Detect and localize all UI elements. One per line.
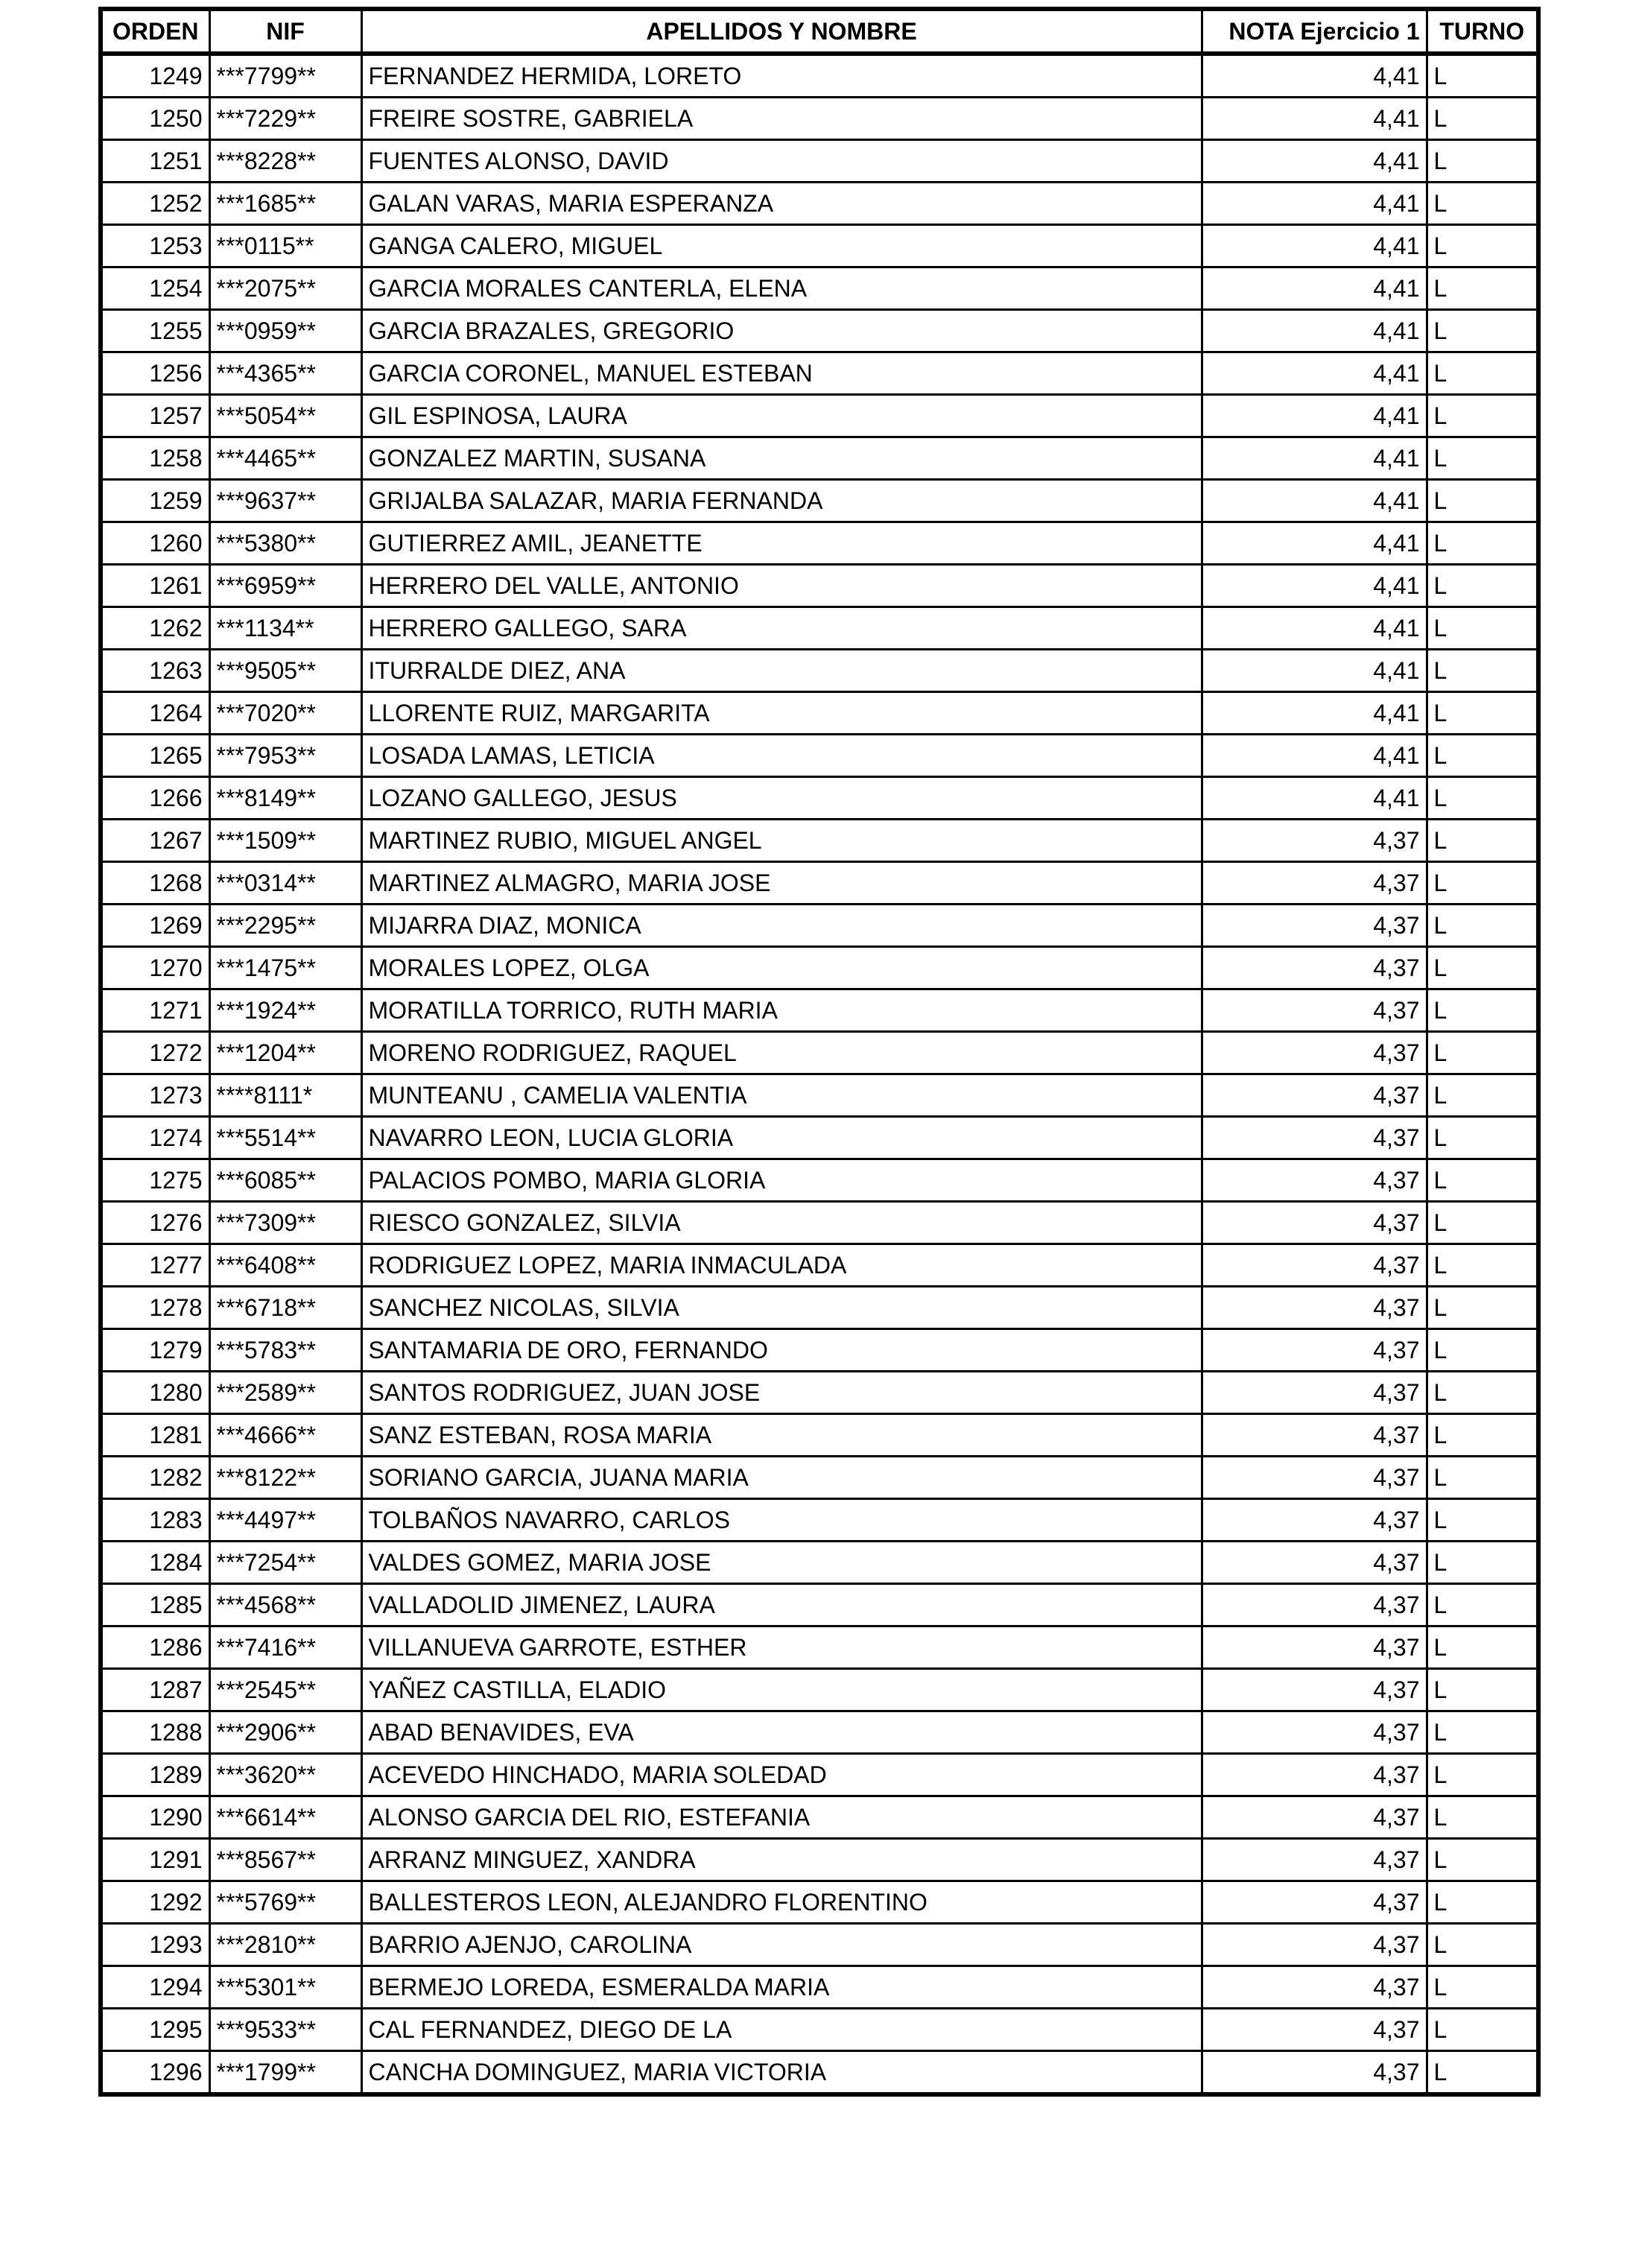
cell-orden: 1296 [101, 2051, 209, 2095]
cell-orden: 1264 [101, 692, 209, 735]
cell-turno: L [1427, 1202, 1538, 1244]
cell-nota: 4,41 [1202, 565, 1427, 607]
cell-turno: L [1427, 1244, 1538, 1287]
cell-name: TOLBAÑOS NAVARRO, CARLOS [361, 1499, 1202, 1542]
cell-nota: 4,37 [1202, 1711, 1427, 1754]
cell-name: GARCIA CORONEL, MANUEL ESTEBAN [361, 352, 1202, 395]
cell-name: ARRANZ MINGUEZ, XANDRA [361, 1839, 1202, 1881]
cell-name: GUTIERREZ AMIL, JEANETTE [361, 522, 1202, 565]
cell-nota: 4,37 [1202, 1159, 1427, 1202]
cell-turno: L [1427, 522, 1538, 565]
cell-name: GANGA CALERO, MIGUEL [361, 225, 1202, 267]
cell-name: MARTINEZ ALMAGRO, MARIA JOSE [361, 862, 1202, 905]
cell-nif: ***1509** [209, 820, 361, 862]
cell-nota: 4,37 [1202, 1202, 1427, 1244]
cell-nota: 4,37 [1202, 1966, 1427, 2009]
cell-nota: 4,37 [1202, 1117, 1427, 1159]
cell-turno: L [1427, 437, 1538, 480]
cell-nota: 4,37 [1202, 1542, 1427, 1584]
cell-nif: ***8122** [209, 1457, 361, 1499]
table-row [101, 1159, 1538, 1202]
table-row [101, 225, 1538, 267]
cell-nota: 4,41 [1202, 522, 1427, 565]
cell-name: RIESCO GONZALEZ, SILVIA [361, 1202, 1202, 1244]
table-row [101, 267, 1538, 310]
cell-nif: ***6718** [209, 1287, 361, 1329]
cell-nota: 4,41 [1202, 480, 1427, 522]
table-row [101, 1202, 1538, 1244]
cell-nif: ***7416** [209, 1626, 361, 1669]
cell-nota: 4,37 [1202, 989, 1427, 1032]
table-row [101, 1839, 1538, 1881]
cell-nif: ***9533** [209, 2009, 361, 2051]
cell-name: HERRERO GALLEGO, SARA [361, 607, 1202, 650]
cell-nota: 4,37 [1202, 1754, 1427, 1796]
cell-nif: ***9505** [209, 650, 361, 692]
cell-name: SANTOS RODRIGUEZ, JUAN JOSE [361, 1372, 1202, 1414]
cell-turno: L [1427, 225, 1538, 267]
table-row [101, 522, 1538, 565]
cell-name: ABAD BENAVIDES, EVA [361, 1711, 1202, 1754]
cell-nota: 4,41 [1202, 735, 1427, 777]
cell-nif: ***1204** [209, 1032, 361, 1074]
cell-nif: ***5769** [209, 1881, 361, 1924]
cell-orden: 1261 [101, 565, 209, 607]
cell-nif: ***0959** [209, 310, 361, 352]
cell-orden: 1286 [101, 1626, 209, 1669]
cell-turno: L [1427, 1754, 1538, 1796]
cell-name: FREIRE SOSTRE, GABRIELA [361, 98, 1202, 140]
grades-table [98, 7, 1541, 2097]
cell-turno: L [1427, 1542, 1538, 1584]
cell-name: MARTINEZ RUBIO, MIGUEL ANGEL [361, 820, 1202, 862]
cell-orden: 1270 [101, 947, 209, 989]
header-nif: NIF [209, 9, 361, 54]
table-row [101, 692, 1538, 735]
cell-orden: 1254 [101, 267, 209, 310]
cell-turno: L [1427, 2051, 1538, 2095]
cell-nif: ***5783** [209, 1329, 361, 1372]
table-row [101, 735, 1538, 777]
cell-nif: ***5054** [209, 395, 361, 437]
table-row [101, 905, 1538, 947]
cell-orden: 1289 [101, 1754, 209, 1796]
cell-nota: 4,41 [1202, 225, 1427, 267]
header-orden: ORDEN [101, 9, 209, 54]
cell-name: SANTAMARIA DE ORO, FERNANDO [361, 1329, 1202, 1372]
cell-nota: 4,41 [1202, 54, 1427, 98]
cell-turno: L [1427, 1626, 1538, 1669]
cell-nota: 4,37 [1202, 1839, 1427, 1881]
cell-orden: 1265 [101, 735, 209, 777]
cell-name: NAVARRO LEON, LUCIA GLORIA [361, 1117, 1202, 1159]
cell-turno: L [1427, 480, 1538, 522]
table-row [101, 1032, 1538, 1074]
cell-nota: 4,41 [1202, 352, 1427, 395]
cell-turno: L [1427, 310, 1538, 352]
cell-turno: L [1427, 692, 1538, 735]
cell-nota: 4,37 [1202, 1457, 1427, 1499]
table-row [101, 565, 1538, 607]
table-row [101, 820, 1538, 862]
cell-nif: ***2295** [209, 905, 361, 947]
cell-name: YAÑEZ CASTILLA, ELADIO [361, 1669, 1202, 1711]
cell-orden: 1295 [101, 2009, 209, 2051]
cell-name: GALAN VARAS, MARIA ESPERANZA [361, 183, 1202, 225]
cell-nif: ***7254** [209, 1542, 361, 1584]
cell-nota: 4,41 [1202, 183, 1427, 225]
cell-nif: ***6614** [209, 1796, 361, 1839]
cell-nif: ***7799** [209, 54, 361, 98]
table-row [101, 1669, 1538, 1711]
table-row [101, 862, 1538, 905]
cell-name: MUNTEANU , CAMELIA VALENTIA [361, 1074, 1202, 1117]
cell-name: ACEVEDO HINCHADO, MARIA SOLEDAD [361, 1754, 1202, 1796]
cell-nota: 4,37 [1202, 905, 1427, 947]
cell-orden: 1287 [101, 1669, 209, 1711]
cell-name: SANZ ESTEBAN, ROSA MARIA [361, 1414, 1202, 1457]
cell-orden: 1253 [101, 225, 209, 267]
cell-orden: 1290 [101, 1796, 209, 1839]
cell-nif: ***6408** [209, 1244, 361, 1287]
cell-turno: L [1427, 650, 1538, 692]
cell-turno: L [1427, 183, 1538, 225]
cell-turno: L [1427, 1074, 1538, 1117]
cell-nota: 4,37 [1202, 820, 1427, 862]
table-row [101, 98, 1538, 140]
cell-name: CANCHA DOMINGUEZ, MARIA VICTORIA [361, 2051, 1202, 2095]
cell-nota: 4,37 [1202, 947, 1427, 989]
cell-nif: ***4666** [209, 1414, 361, 1457]
cell-orden: 1263 [101, 650, 209, 692]
table-row [101, 1329, 1538, 1372]
cell-turno: L [1427, 820, 1538, 862]
table-row [101, 1117, 1538, 1159]
cell-name: BERMEJO LOREDA, ESMERALDA MARIA [361, 1966, 1202, 2009]
cell-nif: ***1685** [209, 183, 361, 225]
table-row [101, 480, 1538, 522]
cell-nota: 4,37 [1202, 1074, 1427, 1117]
cell-nota: 4,41 [1202, 777, 1427, 820]
cell-nif: ***4365** [209, 352, 361, 395]
cell-orden: 1281 [101, 1414, 209, 1457]
cell-nota: 4,37 [1202, 1032, 1427, 1074]
table-row [101, 183, 1538, 225]
cell-nif: ***7953** [209, 735, 361, 777]
table-row [101, 1924, 1538, 1966]
cell-name: CAL FERNANDEZ, DIEGO DE LA [361, 2009, 1202, 2051]
cell-name: SORIANO GARCIA, JUANA MARIA [361, 1457, 1202, 1499]
cell-nota: 4,41 [1202, 98, 1427, 140]
cell-nota: 4,37 [1202, 1244, 1427, 1287]
cell-name: PALACIOS POMBO, MARIA GLORIA [361, 1159, 1202, 1202]
cell-orden: 1274 [101, 1117, 209, 1159]
cell-nota: 4,37 [1202, 1626, 1427, 1669]
cell-turno: L [1427, 2009, 1538, 2051]
cell-nota: 4,41 [1202, 437, 1427, 480]
cell-nif: ***7020** [209, 692, 361, 735]
cell-nota: 4,37 [1202, 1881, 1427, 1924]
cell-name: HERRERO DEL VALLE, ANTONIO [361, 565, 1202, 607]
cell-turno: L [1427, 1881, 1538, 1924]
cell-nif: ***4568** [209, 1584, 361, 1626]
cell-orden: 1282 [101, 1457, 209, 1499]
cell-nif: ***2906** [209, 1711, 361, 1754]
cell-turno: L [1427, 947, 1538, 989]
cell-turno: L [1427, 267, 1538, 310]
cell-nota: 4,37 [1202, 1414, 1427, 1457]
cell-name: GARCIA BRAZALES, GREGORIO [361, 310, 1202, 352]
cell-nif: ***4497** [209, 1499, 361, 1542]
cell-orden: 1285 [101, 1584, 209, 1626]
cell-orden: 1269 [101, 905, 209, 947]
cell-nota: 4,37 [1202, 1329, 1427, 1372]
cell-orden: 1292 [101, 1881, 209, 1924]
cell-name: BALLESTEROS LEON, ALEJANDRO FLORENTINO [361, 1881, 1202, 1924]
table-row [101, 607, 1538, 650]
cell-orden: 1266 [101, 777, 209, 820]
cell-turno: L [1427, 395, 1538, 437]
table-row [101, 1372, 1538, 1414]
cell-turno: L [1427, 989, 1538, 1032]
cell-orden: 1291 [101, 1839, 209, 1881]
cell-nota: 4,37 [1202, 1796, 1427, 1839]
cell-nif: ***3620** [209, 1754, 361, 1796]
header-name: APELLIDOS Y NOMBRE [361, 9, 1202, 54]
table-row [101, 1244, 1538, 1287]
cell-orden: 1257 [101, 395, 209, 437]
cell-nota: 4,37 [1202, 1669, 1427, 1711]
cell-turno: L [1427, 1966, 1538, 2009]
cell-nif: ***9637** [209, 480, 361, 522]
cell-nota: 4,37 [1202, 1499, 1427, 1542]
table-row [101, 1499, 1538, 1542]
cell-turno: L [1427, 1457, 1538, 1499]
cell-turno: L [1427, 1796, 1538, 1839]
cell-name: ITURRALDE DIEZ, ANA [361, 650, 1202, 692]
cell-nota: 4,41 [1202, 650, 1427, 692]
table-row [101, 352, 1538, 395]
cell-orden: 1260 [101, 522, 209, 565]
cell-nif: ***7229** [209, 98, 361, 140]
cell-nota: 4,37 [1202, 1924, 1427, 1966]
table-row [101, 310, 1538, 352]
table-row [101, 1414, 1538, 1457]
cell-turno: L [1427, 1839, 1538, 1881]
cell-orden: 1249 [101, 54, 209, 98]
cell-nif: ***4465** [209, 437, 361, 480]
cell-turno: L [1427, 862, 1538, 905]
cell-orden: 1283 [101, 1499, 209, 1542]
cell-turno: L [1427, 1711, 1538, 1754]
cell-name: LLORENTE RUIZ, MARGARITA [361, 692, 1202, 735]
header-row [101, 9, 1538, 54]
cell-nota: 4,37 [1202, 862, 1427, 905]
cell-name: GRIJALBA SALAZAR, MARIA FERNANDA [361, 480, 1202, 522]
cell-nif: ***1134** [209, 607, 361, 650]
cell-nif: ***7309** [209, 1202, 361, 1244]
cell-turno: L [1427, 1329, 1538, 1372]
cell-turno: L [1427, 54, 1538, 98]
cell-turno: L [1427, 1414, 1538, 1457]
table-row [101, 777, 1538, 820]
cell-orden: 1250 [101, 98, 209, 140]
table-row [101, 650, 1538, 692]
cell-name: MIJARRA DIAZ, MONICA [361, 905, 1202, 947]
cell-orden: 1294 [101, 1966, 209, 2009]
table-row [101, 395, 1538, 437]
cell-name: FERNANDEZ HERMIDA, LORETO [361, 54, 1202, 98]
cell-turno: L [1427, 1499, 1538, 1542]
cell-name: LOZANO GALLEGO, JESUS [361, 777, 1202, 820]
table-row [101, 1796, 1538, 1839]
cell-orden: 1262 [101, 607, 209, 650]
cell-name: VALDES GOMEZ, MARIA JOSE [361, 1542, 1202, 1584]
cell-orden: 1276 [101, 1202, 209, 1244]
cell-orden: 1255 [101, 310, 209, 352]
cell-turno: L [1427, 1584, 1538, 1626]
cell-orden: 1267 [101, 820, 209, 862]
cell-nif: ***2589** [209, 1372, 361, 1414]
cell-turno: L [1427, 1117, 1538, 1159]
cell-turno: L [1427, 607, 1538, 650]
cell-orden: 1284 [101, 1542, 209, 1584]
table-row [101, 1074, 1538, 1117]
cell-name: LOSADA LAMAS, LETICIA [361, 735, 1202, 777]
cell-name: VALLADOLID JIMENEZ, LAURA [361, 1584, 1202, 1626]
table-row [101, 1542, 1538, 1584]
table-row [101, 1287, 1538, 1329]
cell-orden: 1288 [101, 1711, 209, 1754]
cell-nota: 4,37 [1202, 1584, 1427, 1626]
cell-name: GONZALEZ MARTIN, SUSANA [361, 437, 1202, 480]
cell-name: VILLANUEVA GARROTE, ESTHER [361, 1626, 1202, 1669]
cell-nota: 4,41 [1202, 395, 1427, 437]
cell-turno: L [1427, 905, 1538, 947]
cell-nif: ***8149** [209, 777, 361, 820]
cell-nif: ***2810** [209, 1924, 361, 1966]
cell-turno: L [1427, 1287, 1538, 1329]
table-row [101, 1584, 1538, 1626]
cell-name: SANCHEZ NICOLAS, SILVIA [361, 1287, 1202, 1329]
cell-turno: L [1427, 1159, 1538, 1202]
cell-nif: ***8228** [209, 140, 361, 183]
cell-orden: 1252 [101, 183, 209, 225]
cell-name: RODRIGUEZ LOPEZ, MARIA INMACULADA [361, 1244, 1202, 1287]
table-row [101, 1711, 1538, 1754]
cell-nif: ***5514** [209, 1117, 361, 1159]
cell-turno: L [1427, 1669, 1538, 1711]
cell-turno: L [1427, 777, 1538, 820]
cell-nif: ***1799** [209, 2051, 361, 2095]
cell-orden: 1268 [101, 862, 209, 905]
cell-nota: 4,37 [1202, 2051, 1427, 2095]
table-row [101, 2051, 1538, 2095]
cell-nif: ***8567** [209, 1839, 361, 1881]
cell-nota: 4,41 [1202, 267, 1427, 310]
table-row [101, 54, 1538, 98]
cell-name: MORALES LOPEZ, OLGA [361, 947, 1202, 989]
table-row [101, 2009, 1538, 2051]
cell-turno: L [1427, 1032, 1538, 1074]
table-row [101, 1626, 1538, 1669]
cell-nif: ***6085** [209, 1159, 361, 1202]
cell-nota: 4,41 [1202, 140, 1427, 183]
table-row [101, 1966, 1538, 2009]
cell-orden: 1293 [101, 1924, 209, 1966]
cell-orden: 1275 [101, 1159, 209, 1202]
cell-nif: ***5301** [209, 1966, 361, 2009]
cell-nif: ***0314** [209, 862, 361, 905]
cell-orden: 1258 [101, 437, 209, 480]
cell-orden: 1251 [101, 140, 209, 183]
cell-turno: L [1427, 140, 1538, 183]
cell-orden: 1256 [101, 352, 209, 395]
cell-name: FUENTES ALONSO, DAVID [361, 140, 1202, 183]
cell-name: ALONSO GARCIA DEL RIO, ESTEFANIA [361, 1796, 1202, 1839]
cell-orden: 1271 [101, 989, 209, 1032]
cell-turno: L [1427, 352, 1538, 395]
cell-nif: ***2075** [209, 267, 361, 310]
cell-orden: 1280 [101, 1372, 209, 1414]
cell-nif: ***6959** [209, 565, 361, 607]
cell-nota: 4,41 [1202, 607, 1427, 650]
cell-orden: 1279 [101, 1329, 209, 1372]
cell-nif: ***0115** [209, 225, 361, 267]
table-row [101, 437, 1538, 480]
cell-nota: 4,37 [1202, 1372, 1427, 1414]
table-row [101, 947, 1538, 989]
cell-turno: L [1427, 1924, 1538, 1966]
cell-nota: 4,37 [1202, 2009, 1427, 2051]
header-nota: NOTA Ejercicio 1 [1202, 9, 1427, 54]
cell-orden: 1259 [101, 480, 209, 522]
cell-orden: 1278 [101, 1287, 209, 1329]
cell-turno: L [1427, 735, 1538, 777]
cell-name: MORATILLA TORRICO, RUTH MARIA [361, 989, 1202, 1032]
table-row [101, 1754, 1538, 1796]
cell-nota: 4,41 [1202, 310, 1427, 352]
cell-orden: 1273 [101, 1074, 209, 1117]
cell-nif: ***1924** [209, 989, 361, 1032]
cell-turno: L [1427, 98, 1538, 140]
cell-name: GARCIA MORALES CANTERLA, ELENA [361, 267, 1202, 310]
cell-orden: 1272 [101, 1032, 209, 1074]
cell-nota: 4,37 [1202, 1287, 1427, 1329]
cell-name: MORENO RODRIGUEZ, RAQUEL [361, 1032, 1202, 1074]
table-row [101, 989, 1538, 1032]
cell-nif: ***2545** [209, 1669, 361, 1711]
cell-nota: 4,41 [1202, 692, 1427, 735]
cell-orden: 1277 [101, 1244, 209, 1287]
cell-turno: L [1427, 565, 1538, 607]
cell-turno: L [1427, 1372, 1538, 1414]
header-turno: TURNO [1427, 9, 1538, 54]
cell-nif: ***1475** [209, 947, 361, 989]
cell-nif: ****8111* [209, 1074, 361, 1117]
table-row [101, 1457, 1538, 1499]
cell-name: GIL ESPINOSA, LAURA [361, 395, 1202, 437]
table-row [101, 140, 1538, 183]
table-row [101, 1881, 1538, 1924]
cell-nif: ***5380** [209, 522, 361, 565]
cell-name: BARRIO AJENJO, CAROLINA [361, 1924, 1202, 1966]
